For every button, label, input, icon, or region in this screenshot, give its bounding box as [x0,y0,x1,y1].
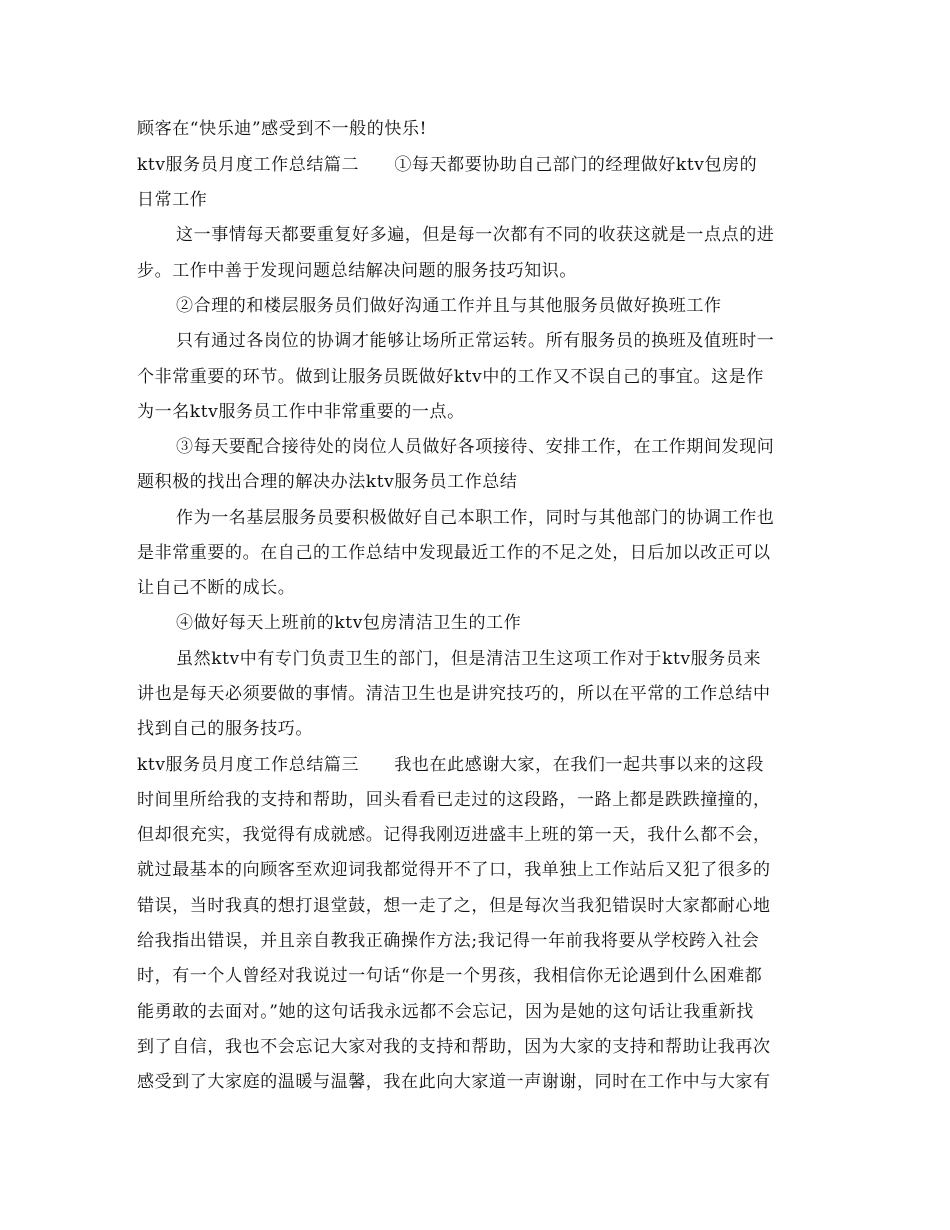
text-line: 题积极的找出合理的解决办法ktv服务员工作总结 [137,472,518,492]
list-item-3: ③每天要配合接待处的岗位人员做好各项接待、安排工作，在工作期间发现问 [176,437,775,457]
text-line: 给我指出错误，并且亲自教我正确操作方法;我记得一年前我将要从学校跨入社会 [137,931,760,951]
text-line: 日常工作 [137,190,208,210]
text-line: 时，有一个人曾经对我说过一句话“你是一个男孩，我相信你无论遇到什么困难都 [137,966,763,986]
text-line: 时间里所给我的支持和帮助，回头看看已走过的这段路，一路上都是跌跌撞撞的， [137,790,771,810]
text-line: 错误，当时我真的想打退堂鼓，想一走了之，但是每次当我犯错误时大家都耐心地 [137,896,771,916]
section-heading-line: ktv服务员月度工作总结篇三 我也在此感谢大家，在我们一起共事以来的这段 [137,755,764,775]
text-line: 但却很充实，我觉得有成就感。记得我刚迈进盛丰上班的第一天，我什么都不会， [137,825,771,845]
text-line: 找到自己的服务技巧。 [137,719,313,739]
text-line: 到了自信，我也不会忘记大家对我的支持和帮助，因为大家的支持和帮助让我再次 [137,1037,771,1057]
list-item-4: ④做好每天上班前的ktv包房清洁卫生的工作 [176,613,522,633]
text-line: 讲也是每天必须要做的事情。清洁卫生也是讲究技巧的，所以在平常的工作总结中 [137,684,771,704]
text-line: 顾客在“快乐迪”感受到不一般的快乐! [137,119,428,139]
text-line: 就过最基本的向顾客至欢迎词我都觉得开不了口，我单独上工作站后又犯了很多的 [137,860,771,880]
text-line: 为一名ktv服务员工作中非常重要的一点。 [137,402,465,422]
text-line: 让自己不断的成长。 [137,578,296,598]
paragraph-first-line: 作为一名基层服务员要积极做好自己本职工作，同时与其他部门的协调工作也 [176,508,775,528]
paragraph-first-line: 这一事情每天都要重复好多遍，但是每一次都有不同的收获这就是一点点的进 [176,225,775,245]
paragraph-first-line: 只有通过各岗位的协调才能够让场所正常运转。所有服务员的换班及值班时一 [176,331,775,351]
section-heading-line: ktv服务员月度工作总结篇二 ①每天都要协助自己部门的经理做好ktv包房的 [137,155,758,175]
text-line: 步。工作中善于发现问题总结解决问题的服务技巧知识。 [137,261,577,281]
list-item-2: ②合理的和楼层服务员们做好沟通工作并且与其他服务员做好换班工作 [176,296,722,316]
text-line: 能勇敢的去面对。”她的这句话我永远都不会忘记，因为是她的这句话让我重新找 [137,1002,754,1022]
text-line: 是非常重要的。在自己的工作总结中发现最近工作的不足之处，日后加以改正可以 [137,543,771,563]
text-line: 个非常重要的环节。做到让服务员既做好ktv中的工作又不误自己的事宜。这是作 [137,367,764,387]
paragraph-first-line: 虽然ktv中有专门负责卫生的部门，但是清洁卫生这项工作对于ktv服务员来 [176,649,762,669]
text-line: 感受到了大家庭的温暖与温馨，我在此向大家道一声谢谢，同时在工作中与大家有 [137,1072,771,1092]
